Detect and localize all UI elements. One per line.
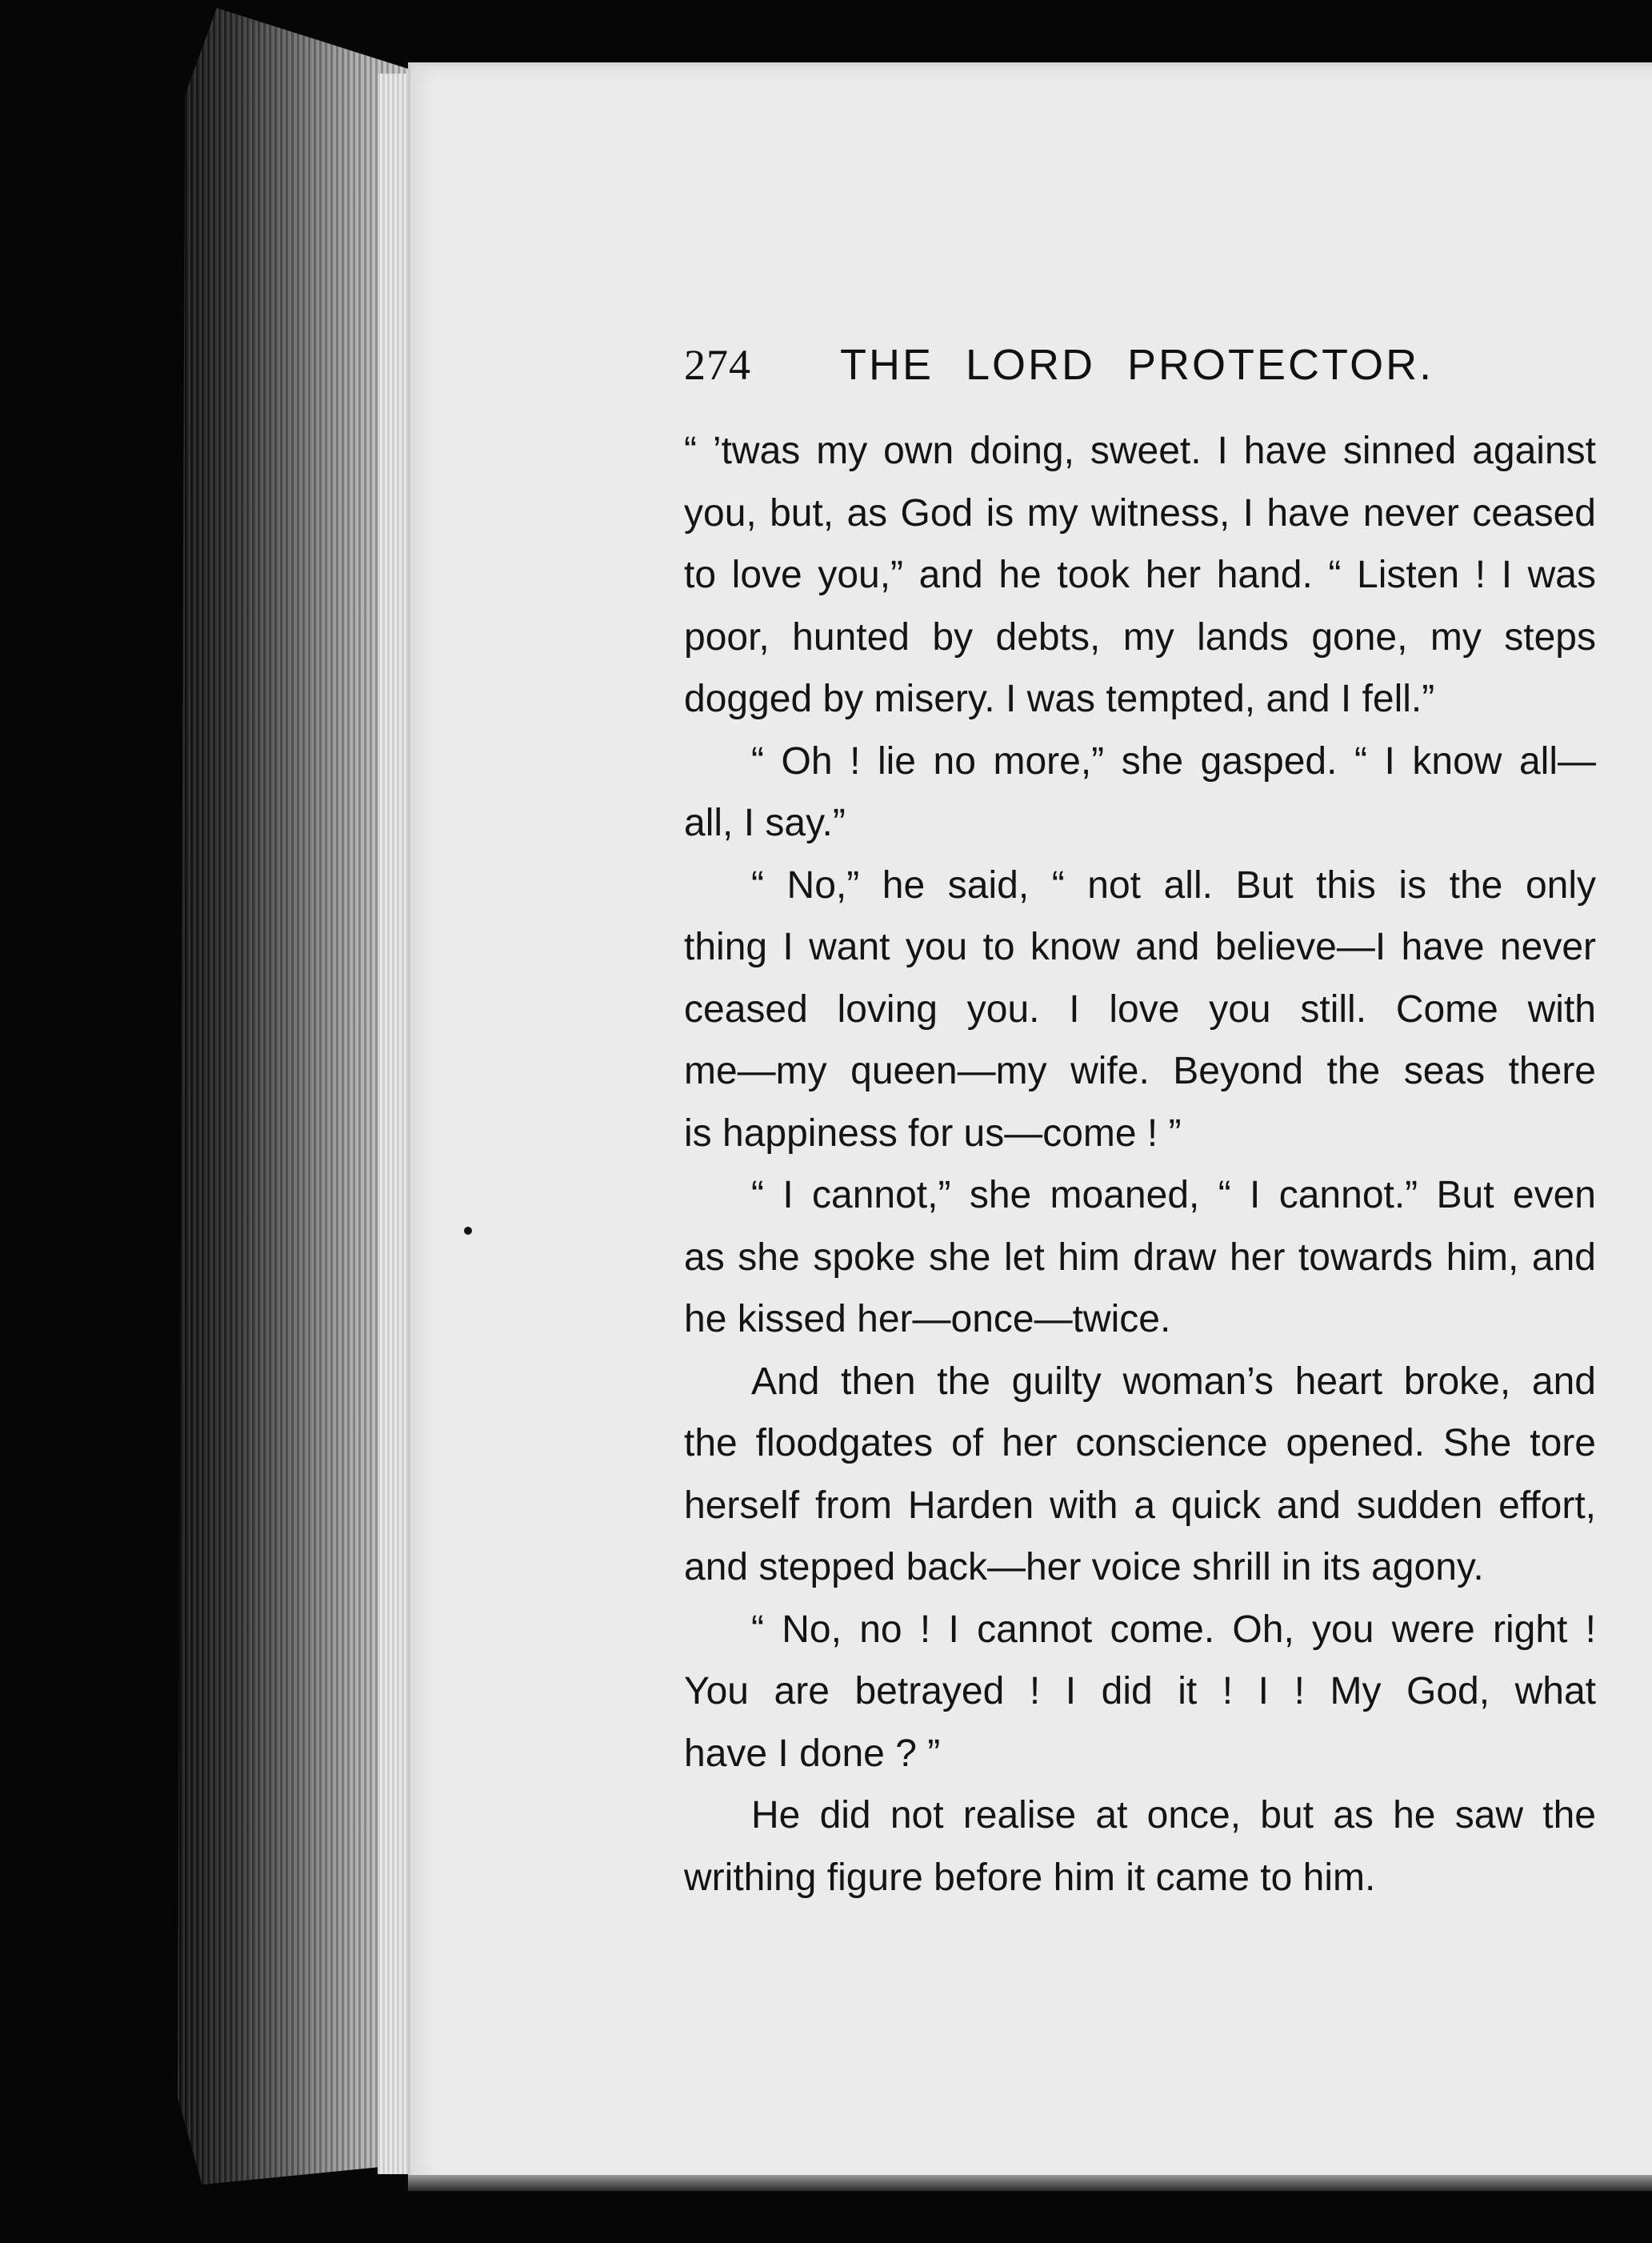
text-line: as she spoke she let him draw her towards him, and [684, 1236, 1596, 1279]
text-line: “ Oh ! lie no more,” she gasped. “ I know all— [751, 739, 1596, 783]
margin-mark [464, 1227, 472, 1235]
text-line: He did not realise at once, but as he saw the [751, 1794, 1596, 1836]
text-line: dogged by misery. I was tempted, and I fell.” [684, 678, 1435, 720]
page-bottom-edge [408, 2175, 1652, 2191]
text-line: “ I cannot,” she moaned, “ I cannot.” But even [751, 1174, 1596, 1216]
text-line: to love you,” and he took her hand. “ Listen ! I was [684, 554, 1596, 596]
text-line: and stepped back—her voice shrill in its agony. [684, 1546, 1484, 1588]
text-line: ceased loving you. I love you still. Come with [684, 987, 1596, 1031]
text-line: have I done ? ” [684, 1732, 941, 1775]
page-body [684, 420, 1596, 1909]
text-line: “ ’twas my own doing, sweet. I have sinned against [684, 430, 1596, 472]
text-line: he kissed her—once—twice. [684, 1298, 1171, 1340]
text-line: is happiness for us—come ! ” [684, 1111, 1182, 1155]
text-line: You are betrayed ! I did it ! I ! My God, what [684, 1670, 1596, 1712]
text-line: you, but, as God is my witness, I have never ceased [684, 491, 1596, 535]
page-number: 274 [684, 341, 751, 389]
text-line: all, I say.” [684, 802, 846, 844]
text-line: herself from Harden with a quick and sudden effort, [684, 1484, 1596, 1527]
text-line: And then the guilty woman’s heart broke, and [751, 1360, 1596, 1403]
text-line: “ No,” he said, “ not all. But this is the only [751, 863, 1596, 907]
text-line: poor, hunted by debts, my lands gone, my steps [684, 615, 1596, 659]
running-title: THE LORD PROTECTOR. [840, 341, 1434, 389]
text-line: writhing figure before him it came to him. [684, 1856, 1376, 1899]
text-line: thing I want you to know and believe—I have never [684, 926, 1596, 968]
text-line: “ No, no ! I cannot come. Oh, you were right ! [751, 1608, 1596, 1651]
text-line: the floodgates of her conscience opened. She tore [684, 1422, 1596, 1464]
text-line: me—my queen—my wife. Beyond the seas there [684, 1050, 1596, 1092]
